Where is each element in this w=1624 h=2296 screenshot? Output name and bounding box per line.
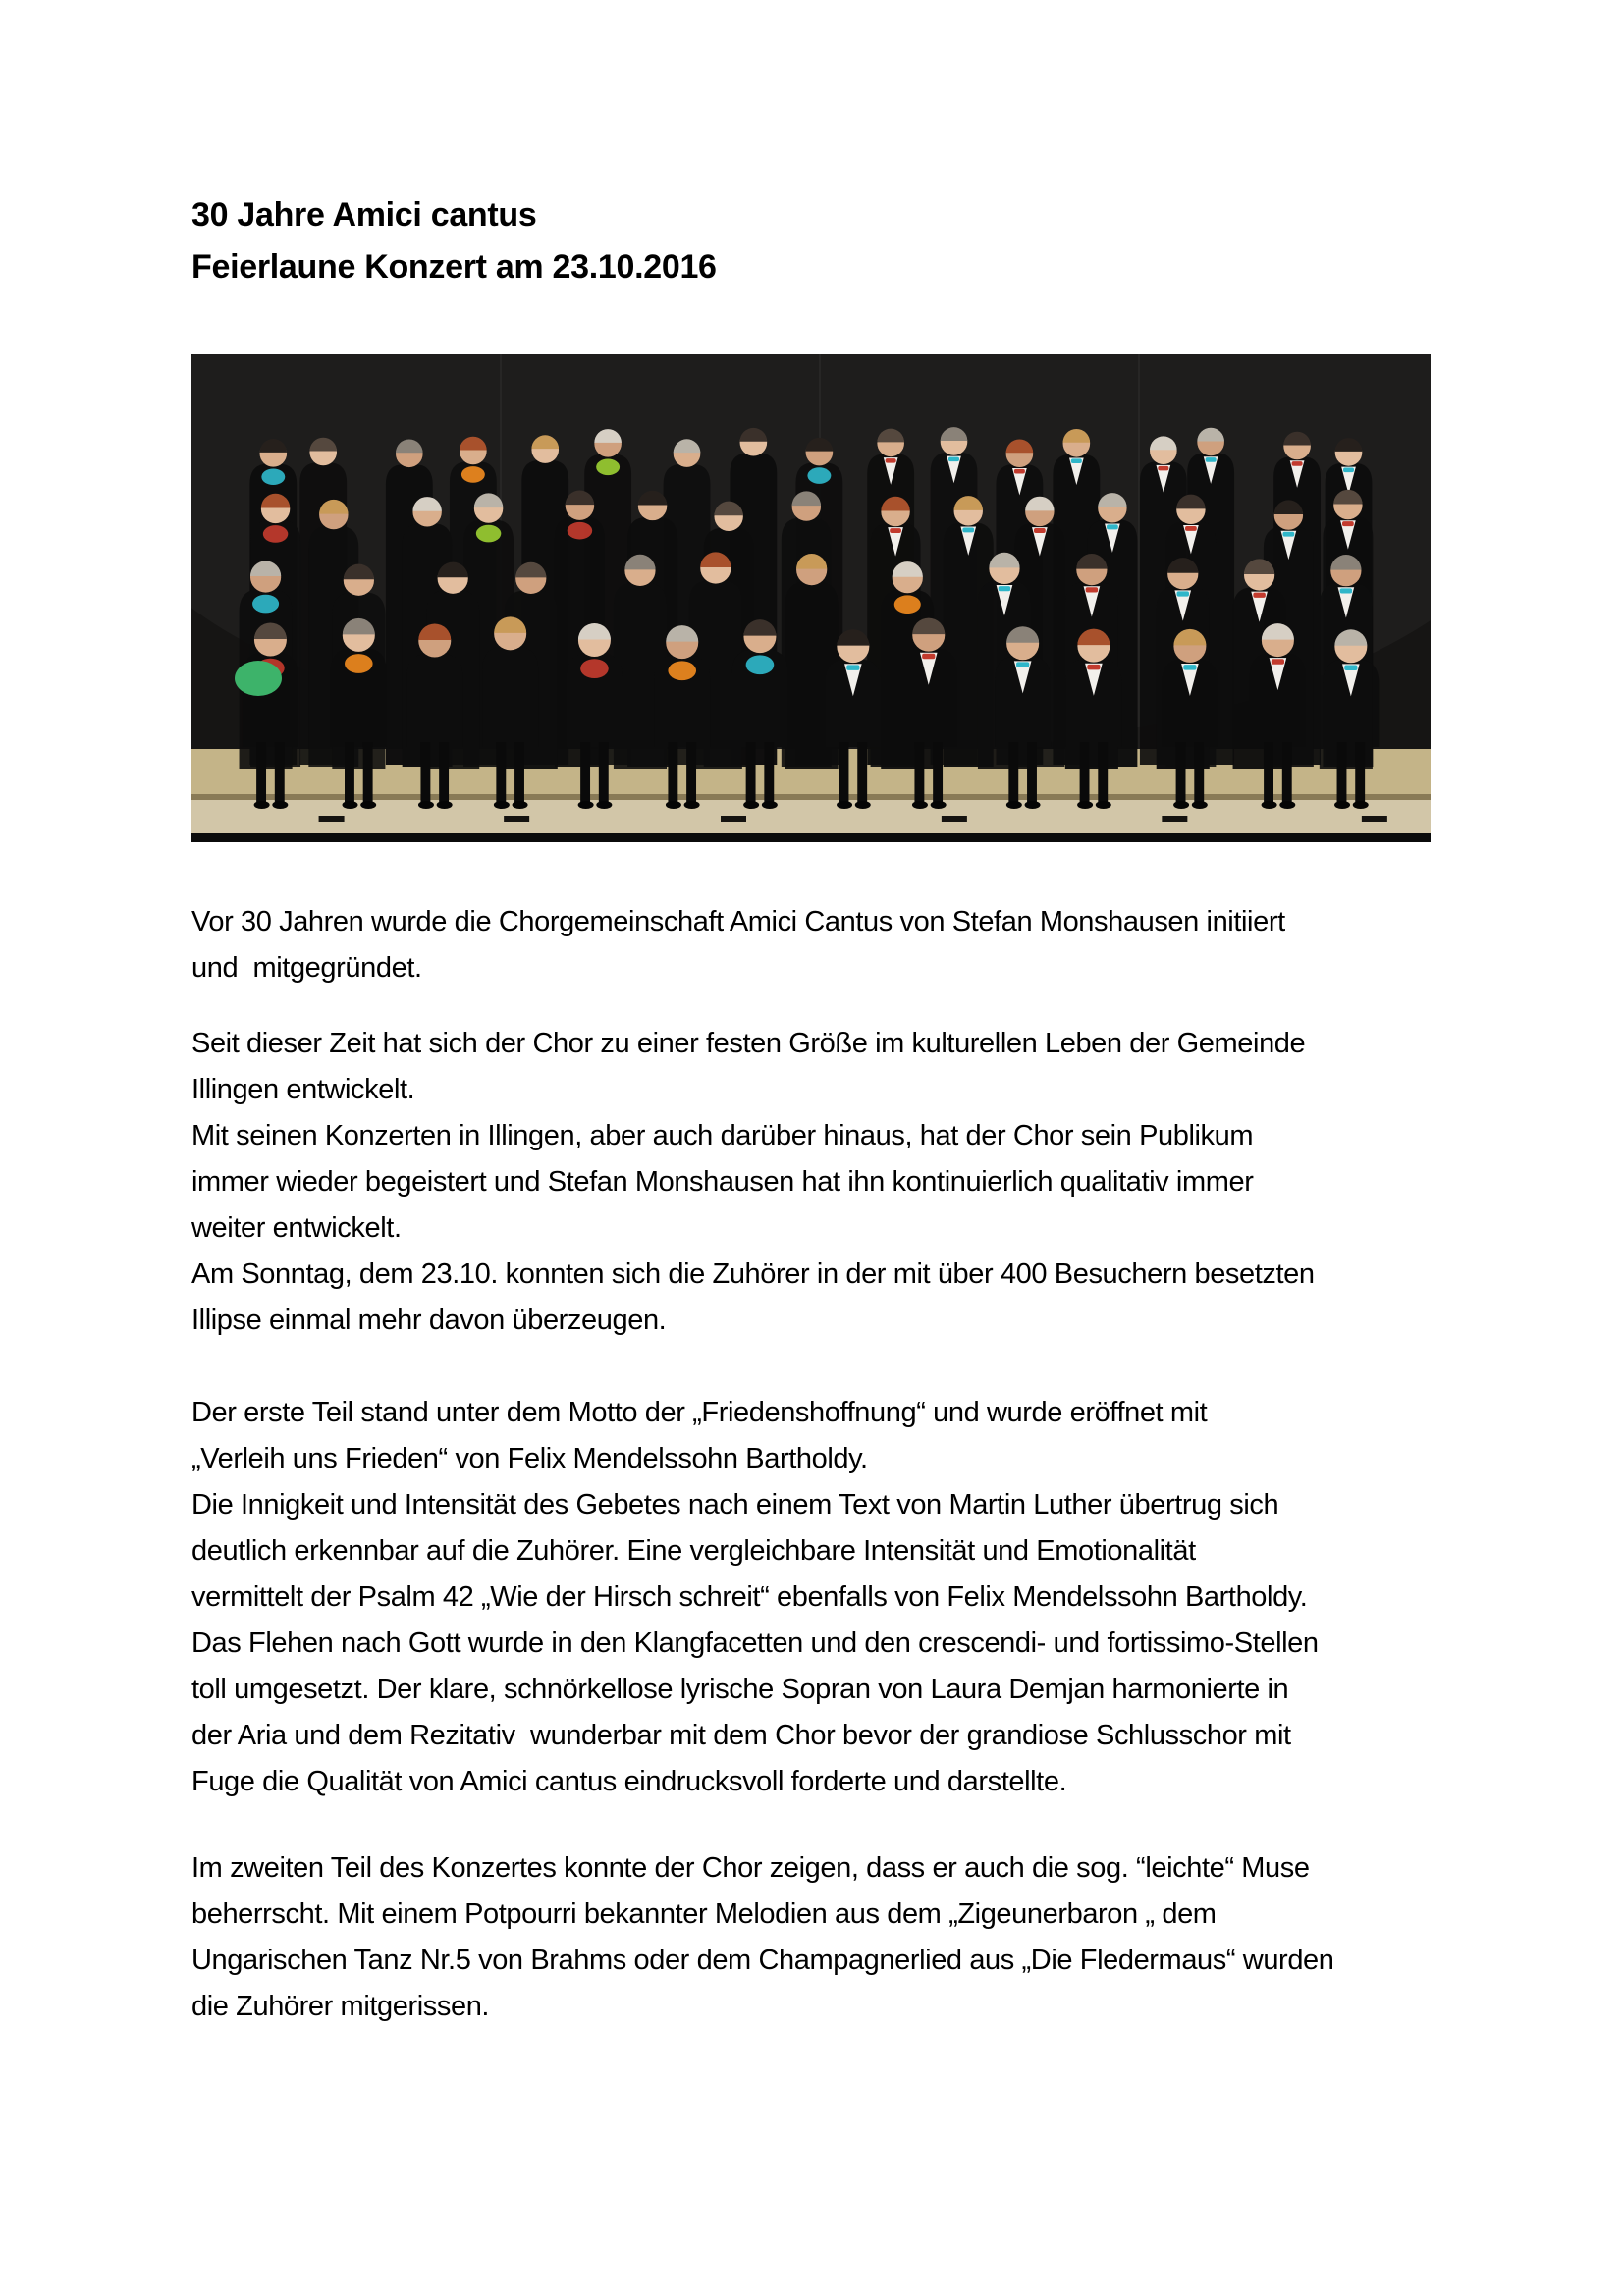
text-line: die Zuhörer mitgerissen. (191, 1991, 490, 2022)
text-line: Die Innigkeit und Intensität des Gebetes nach einem Text von Martin Luther übertrug sich (191, 1489, 1279, 1521)
text-line: Der erste Teil stand unter dem Motto der „Friedenshoffnung“ und wurde eröffnet mit (191, 1397, 1208, 1428)
paragraph (191, 1390, 1438, 1805)
text-line: immer wieder begeistert und Stefan Monshausen hat ihn kontinuierlich qualitativ immer (191, 1166, 1254, 1198)
text-line: Fuge die Qualität von Amici cantus eindrucksvoll forderte und darstellte. (191, 1766, 1067, 1797)
floor-tape-mark (319, 816, 345, 822)
choir-photo-illustration (191, 354, 1431, 842)
paragraph (191, 1021, 1438, 1344)
text-line: Illingen entwickelt. (191, 1074, 415, 1105)
text-line: und mitgegründet. (191, 952, 422, 984)
article-body (191, 899, 1438, 2030)
text-line: Seit dieser Zeit hat sich der Chor zu einer festen Größe im kulturellen Leben der Gemeinde (191, 1028, 1306, 1059)
paragraph (191, 1845, 1438, 2030)
text-line: Illipse einmal mehr davon überzeugen. (191, 1305, 667, 1336)
floor-tape-mark (721, 816, 746, 822)
stage-floor (191, 800, 1431, 833)
floor-tape-mark (1162, 816, 1187, 822)
title-line: Feierlaune Konzert am 23.10.2016 (191, 248, 717, 286)
text-line: der Aria und dem Rezitativ wunderbar mit dem Chor bevor der grandiose Schlusschor mit (191, 1720, 1291, 1751)
text-line: vermittelt der Psalm 42 „Wie der Hirsch schreit“ ebenfalls von Felix Mendelssohn Bartholdy. (191, 1581, 1308, 1613)
text-line: Im zweiten Teil des Konzertes konnte der Chor zeigen, dass er auch die sog. “leichte“ Muse (191, 1852, 1310, 1884)
floor-tape-mark (942, 816, 967, 822)
text-line: Vor 30 Jahren wurde die Chorgemeinschaft Amici Cantus von Stefan Monshausen initiiert (191, 906, 1285, 937)
stage-front-edge (191, 833, 1431, 842)
text-line: Am Sonntag, dem 23.10. konnten sich die Zuhörer in der mit über 400 Besuchern besetzten (191, 1258, 1315, 1290)
choir-photo (191, 354, 1431, 842)
floor-tape-mark (504, 816, 529, 822)
text-line: beherrscht. Mit einem Potpourri bekannter Melodien aus dem „Zigeunerbaron „ dem (191, 1898, 1217, 1930)
document-title (191, 189, 717, 294)
text-line: toll umgesetzt. Der klare, schnörkellose lyrische Sopran von Laura Demjan harmonierte in (191, 1674, 1289, 1705)
paragraph (191, 899, 1438, 991)
title-line: 30 Jahre Amici cantus (191, 196, 537, 234)
choir-member-figure (235, 661, 282, 696)
text-line: deutlich erkennbar auf die Zuhörer. Eine vergleichbare Intensität und Emotionalität (191, 1535, 1196, 1567)
floor-tape-mark (1362, 816, 1387, 822)
text-line: Mit seinen Konzerten in Illingen, aber auch darüber hinaus, hat der Chor sein Publikum (191, 1120, 1254, 1151)
text-line: weiter entwickelt. (191, 1212, 402, 1244)
text-line: „Verleih uns Frieden“ von Felix Mendelssohn Bartholdy. (191, 1443, 868, 1474)
text-line: Das Flehen nach Gott wurde in den Klangfacetten und den crescendi- und fortissimo-Stellen (191, 1628, 1319, 1659)
riser-edge (191, 794, 1431, 800)
text-line: Ungarischen Tanz Nr.5 von Brahms oder dem Champagnerlied aus „Die Fledermaus“ wurden (191, 1945, 1334, 1976)
